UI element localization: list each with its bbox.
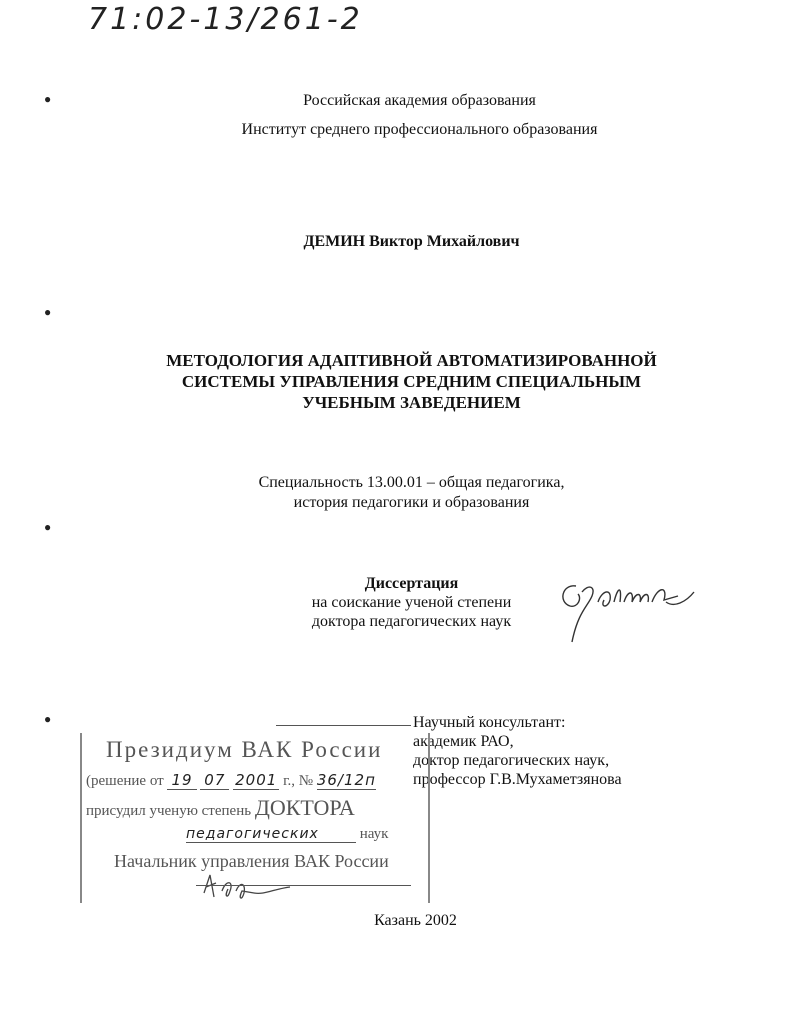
- archive-code: 71:02-13/261-2: [88, 2, 363, 37]
- chief-signature: [194, 869, 314, 905]
- thesis-title-line: УЧЕБНЫМ ЗАВЕДЕНИЕМ: [302, 393, 521, 412]
- stamp-top-rule: [276, 725, 411, 726]
- stamp-year: 2001: [235, 771, 278, 789]
- stamp-chief-label: Начальник управления ВАК России: [114, 851, 389, 871]
- stamp-science-handwritten: педагогических: [186, 826, 356, 843]
- specialty-line: история педагогики и образования: [293, 494, 530, 511]
- margin-mark: ●: [44, 712, 52, 726]
- consultant-line: доктор педагогических наук,: [413, 752, 610, 769]
- institute-name: Институт среднего профессионального образования: [241, 121, 598, 138]
- consultant-line: академик РАО,: [413, 733, 514, 750]
- stamp-awarded-label: присудил ученую степень: [86, 803, 252, 819]
- thesis-title-line: СИСТЕМЫ УПРАВЛЕНИЯ СРЕДНИМ СПЕЦИАЛЬНЫМ: [181, 372, 642, 391]
- stamp-science-suffix: наук: [359, 826, 389, 842]
- academy-name: Российская академия образования: [303, 92, 536, 109]
- margin-mark: ●: [44, 92, 52, 106]
- author-signature: [548, 572, 708, 652]
- stamp-title: Президиум ВАК России: [106, 737, 383, 762]
- stamp-awarded-row: [86, 795, 355, 821]
- stamp-signature-rule: [196, 885, 411, 886]
- specialty-line: Специальность 13.00.01 – общая педагогика,: [258, 474, 565, 491]
- stamp-decision-row: [86, 771, 376, 790]
- dissertation-line: на соискание ученой степени: [311, 594, 512, 611]
- stamp-degree: ДОКТОРА: [254, 795, 355, 820]
- dissertation-line: доктора педагогических наук: [311, 613, 512, 630]
- author-name: ДЕМИН Виктор Михайлович: [303, 233, 520, 250]
- margin-mark: ●: [44, 305, 52, 319]
- city-year: Казань 2002: [374, 912, 457, 929]
- stamp-number: 36/12п: [316, 771, 376, 789]
- consultant-line: профессор Г.В.Мухаметзянова: [413, 771, 622, 788]
- stamp-year-suffix: г., №: [283, 773, 314, 789]
- thesis-title-line: МЕТОДОЛОГИЯ АДАПТИВНОЙ АВТОМАТИЗИРОВАННОЙ: [166, 351, 657, 370]
- stamp-day: 19: [167, 771, 196, 790]
- stamp-science-row: [186, 826, 388, 843]
- stamp-month: 07: [200, 771, 229, 790]
- stamp-decision-label: (решение от: [86, 773, 164, 789]
- vak-stamp: [76, 725, 436, 915]
- dissertation-heading: Диссертация: [364, 575, 459, 592]
- margin-mark: ●: [44, 520, 52, 534]
- consultant-label: Научный консультант:: [413, 714, 566, 731]
- consultant-block: [413, 713, 622, 789]
